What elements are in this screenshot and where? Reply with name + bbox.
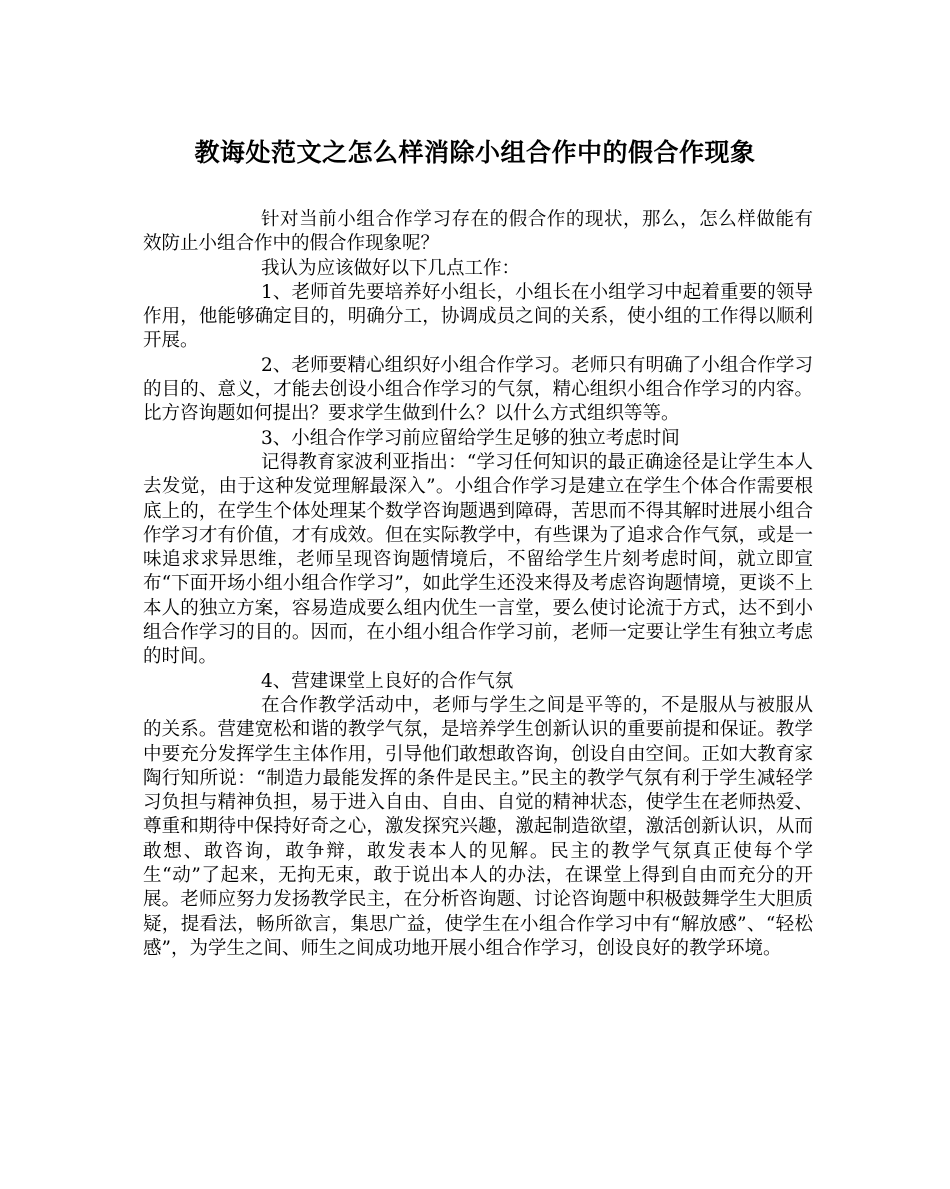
paragraph-point-4-heading: 4、营建课堂上良好的合作气氛 [261, 670, 514, 692]
paragraph-point-3-body: 记得教育家波利亚指出：“学习任何知识的最正确途径是让学生本人去发觉，由于这种发觉理解最深入”。小组合作学习是建立在学生个体合作需要根底上的，在学生个体处理某个数学咨询题遇到障碍，苦思而不得其解时进展小组合作学习才有价值，才有成效。但在实际教学中，有些课为了追求合作气氛，或是一味追求求异思维，老师呈现咨询题情境后，不留给学生片刻考虑时间，就立即宣布“下面开场小组小组合作学习”，如此学生还没来得及考虑咨询题情境，更谈不上本人的独立方案，容易造成要么组内优生一言堂，要么使讨论流于方式，达不到小组合作学习的目的。因而，在小组小组合作学习前，老师一定要让学生有独立考虑的时间。 [143, 451, 813, 668]
paragraph-point-4-body: 在合作教学活动中，老师与学生之间是平等的，不是服从与被服从的关系。营建宽松和谐的教学气氛，是培养学生创新认识的重要前提和保证。教学中要充分发挥学生主体作用，引导他们敢想敢咨询，创设自由空间。正如大教育家陶行知所说：“制造力最能发挥的条件是民主。”民主的教学气氛有利于学生减轻学习负担与精神负担，易于进入自由、自由、自觉的精神状态，使学生在老师热爱、尊重和期待中保持好奇之心，激发探究兴趣，激起制造欲望，激活创新认识，从而敢想、敢咨询，敢争辩，敢发表本人的见解。民主的教学气氛真正使每个学生“动”了起来，无拘无束，敢于说出本人的办法，在课堂上得到自由而充分的开展。老师应努力发扬教学民主，在分析咨询题、讨论咨询题中积极鼓舞学生大胆质疑，提看法，畅所欲言，集思广益，使学生在小组合作学习中有“解放感”、“轻松感”，为学生之间、师生之间成功地开展小组合作学习，创设良好的教学环境。 [143, 694, 813, 959]
document-title: 教诲处范文之怎么样消除小组合作中的假合作现象 [194, 138, 756, 167]
paragraph-lead-in: 我认为应该做好以下几点工作： [261, 257, 521, 279]
paragraph-point-1: 1、老师首先要培养好小组长，小组长在小组学习中起着重要的领导作用，他能够确定目的，明确分工，协调成员之间的关系，使小组的工作得以顺利开展。 [143, 281, 813, 352]
paragraph-intro: 针对当前小组合作学习存在的假合作的现状，那么，怎么样做能有效防止小组合作中的假合作现象呢？ [143, 209, 813, 255]
document-body [143, 208, 813, 961]
paragraph-point-2: 2、老师要精心组织好小组合作学习。老师只有明确了小组合作学习的目的、意义，才能去创设小组合作学习的气氛，精心组织小组合作学习的内容。比方咨询题如何提出？要求学生做到什么？以什么方式组织等等。 [143, 354, 813, 425]
paragraph-point-3-heading: 3、小组合作学习前应留给学生足够的独立考虑时间 [261, 427, 680, 449]
